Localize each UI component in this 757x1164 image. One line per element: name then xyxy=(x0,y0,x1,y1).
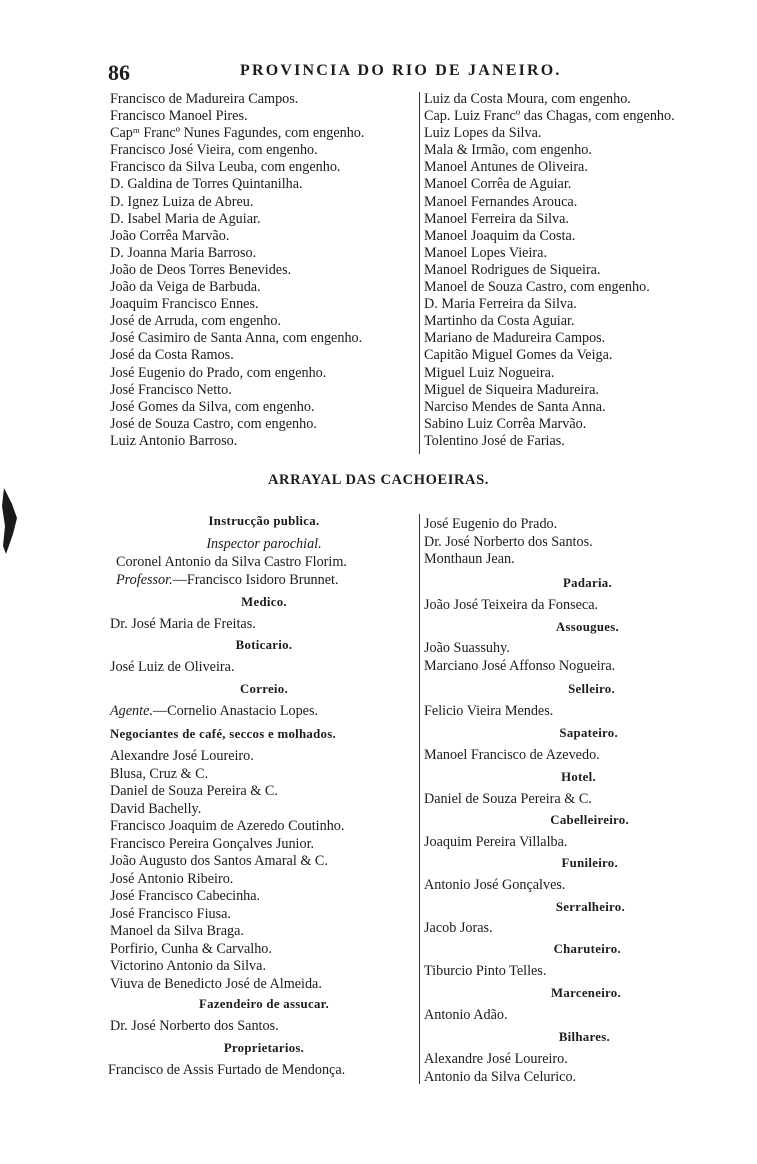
column-divider-bottom xyxy=(419,514,420,1084)
heading-serralheiro: Serralheiro. xyxy=(555,900,625,914)
heading-sapateiro: Sapateiro. xyxy=(559,726,618,740)
heading-proprietarios: Proprietarios. xyxy=(223,1041,305,1055)
negociante-item: Francisco Joaquim de Azeredo Coutinho. xyxy=(110,818,345,834)
list-item: Manoel Ferreira da Silva. xyxy=(424,210,569,227)
heading-instrucao: Instrucção publica. xyxy=(208,514,320,528)
list-item: D. Maria Ferreira da Silva. xyxy=(424,296,577,313)
heading-funileiro: Funileiro. xyxy=(561,856,618,870)
list-item: Luiz da Costa Moura, com engenho. xyxy=(424,91,631,107)
proprietarios-name: Francisco de Assis Furtado de Mendonça. xyxy=(108,1062,346,1078)
bilhar-item: Alexandre José Loureiro. xyxy=(424,1051,568,1067)
professor-label: Professor. xyxy=(116,572,173,588)
boticario-name: José Luiz de Oliveira. xyxy=(110,659,235,675)
list-item: Francisco da Silva Leuba, com engenho. xyxy=(110,159,341,176)
list-item: Sabino Luiz Corrêa Marvão. xyxy=(424,415,587,432)
list-item: Mariano de Madureira Campos. xyxy=(424,330,606,347)
professor-line xyxy=(116,572,339,589)
marceneiro-name: Antonio Adão. xyxy=(424,1007,508,1023)
list-item: Capᵐ Francº Nunes Fagundes, com engenho. xyxy=(110,125,365,142)
column-divider-top xyxy=(419,92,420,454)
list-item: Martinho da Costa Aguiar. xyxy=(424,313,575,330)
agente-label: Agente. xyxy=(110,703,153,719)
list-item: Mala & Irmão, com engenho. xyxy=(424,142,592,159)
negociante-item: Daniel de Souza Pereira & C. xyxy=(110,783,278,799)
negociante-item: José Francisco Fiusa. xyxy=(110,905,231,922)
list-item: João Corrêa Marvão. xyxy=(110,227,230,244)
list-item: Narciso Mendes de Santa Anna. xyxy=(424,398,606,415)
negociante-item: João Augusto dos Santos Amaral & C. xyxy=(110,853,328,869)
top-right-column xyxy=(424,91,734,450)
negociante-item: José Francisco Cabecinha. xyxy=(110,888,261,904)
funileiro-name: Antonio José Gonçalves. xyxy=(424,877,566,893)
hotel-name: Daniel de Souza Pereira & C. xyxy=(424,791,592,807)
heading-medico: Medico. xyxy=(241,595,287,609)
heading-bilhares: Bilhares. xyxy=(558,1030,610,1044)
list-item: José Casimiro de Santa Anna, com engenho. xyxy=(110,330,363,347)
negociante-item: José Antonio Ribeiro. xyxy=(110,870,234,887)
negociante-item: Manoel da Silva Braga. xyxy=(110,923,244,939)
list-item: D. Galdina de Torres Quintanilha. xyxy=(110,176,303,193)
list-item: João da Veiga de Barbuda. xyxy=(110,279,261,296)
assougue-item: João Suassuhy. xyxy=(424,640,510,656)
inspector-label: Inspector parochial. xyxy=(206,536,322,552)
professor-name: —Francisco Isidoro Brunnet. xyxy=(172,572,339,588)
fazendeiro-name: Dr. José Norberto dos Santos. xyxy=(110,1018,279,1034)
serralheiro-name: Jacob Joras. xyxy=(424,920,493,936)
negociante-item: Victorino Antonio da Silva. xyxy=(110,958,266,974)
heading-negociantes: Negociantes de café, seccos e molhados. xyxy=(110,727,337,741)
heading-boticario: Boticario. xyxy=(235,638,293,652)
negociante-item: Viuva de Benedicto José de Almeida. xyxy=(110,975,322,992)
list-item: José de Souza Castro, com engenho. xyxy=(110,415,317,432)
agente-name: —Cornelio Anastacio Lopes. xyxy=(152,703,319,719)
section-title: ARRAYAL DAS CACHOEIRAS. xyxy=(267,472,489,488)
page-header xyxy=(108,60,730,85)
cabelleireiro-name: Joaquim Pereira Villalba. xyxy=(424,834,568,850)
list-item: Manoel Antunes de Oliveira. xyxy=(424,159,588,176)
ink-blot-mark xyxy=(0,486,22,556)
list-item: Francisco de Madureira Campos. xyxy=(110,91,299,107)
heading-correio: Correio. xyxy=(239,682,288,696)
list-item: Cap. Luiz Francº das Chagas, com engenho. xyxy=(424,108,675,125)
list-item: Manoel Joaquim da Costa. xyxy=(424,227,576,244)
list-item: Francisco Manoel Pires. xyxy=(110,108,248,125)
list-item: João de Deos Torres Benevides. xyxy=(110,261,292,278)
list-item: Manoel Lopes Vieira. xyxy=(424,244,547,261)
list-item: D. Ignez Luiza de Abreu. xyxy=(110,193,254,210)
proprietario-item: Monthaun Jean. xyxy=(424,551,515,567)
list-item: Francisco José Vieira, com engenho. xyxy=(110,142,318,159)
negociante-item: Francisco Pereira Gonçalves Junior. xyxy=(110,835,315,852)
sapateiro-name: Manoel Francisco de Azevedo. xyxy=(424,747,600,763)
charuteiro-name: Tiburcio Pinto Telles. xyxy=(424,963,547,979)
list-item: Capitão Miguel Gomes da Veiga. xyxy=(424,347,613,364)
list-item: Manoel de Souza Castro, com engenho. xyxy=(424,279,650,296)
bilhar-item: Antonio da Silva Celurico. xyxy=(424,1068,577,1085)
assougue-item: Marciano José Affonso Nogueira. xyxy=(424,658,616,674)
heading-padaria: Padaria. xyxy=(563,576,612,590)
negociante-item: Blusa, Cruz & C. xyxy=(110,765,209,782)
heading-marceneiro: Marceneiro. xyxy=(551,986,621,1000)
list-item: José Eugenio do Prado, com engenho. xyxy=(110,364,327,381)
page-number: 86 xyxy=(108,60,130,85)
heading-hotel: Hotel. xyxy=(561,770,596,784)
list-item: José Gomes da Silva, com engenho. xyxy=(110,398,315,415)
agente-line xyxy=(110,703,318,720)
top-left-column xyxy=(110,91,416,450)
heading-assougues: Assougues. xyxy=(555,620,619,634)
proprietario-item: José Eugenio do Prado. xyxy=(424,516,558,532)
medico-name: Dr. José Maria de Freitas. xyxy=(110,616,256,632)
list-item: Tolentino José de Farias. xyxy=(424,432,565,449)
list-item: Manoel Fernandes Arouca. xyxy=(424,193,578,210)
list-item: José da Costa Ramos. xyxy=(110,347,234,364)
list-item: Miguel Luiz Nogueira. xyxy=(424,364,555,381)
list-item: D. Joanna Maria Barroso. xyxy=(110,244,257,261)
selleiro-name: Felicio Vieira Mendes. xyxy=(424,703,554,719)
list-item: José Francisco Netto. xyxy=(110,381,232,398)
padaria-name: João José Teixeira da Fonseca. xyxy=(424,597,599,613)
heading-cabelleireiro: Cabelleireiro. xyxy=(550,813,629,827)
list-item: D. Isabel Maria de Aguiar. xyxy=(110,210,261,227)
proprietario-item: Dr. José Norberto dos Santos. xyxy=(424,533,593,550)
negociante-item: Alexandre José Loureiro. xyxy=(110,748,254,764)
list-item: Manoel Corrêa de Aguiar. xyxy=(424,176,572,193)
page-title: PROVINCIA DO RIO DE JANEIRO. xyxy=(240,62,562,79)
list-item: Luiz Lopes da Silva. xyxy=(424,125,542,142)
inspector-name: Coronel Antonio da Silva Castro Florim. xyxy=(116,554,347,570)
heading-charuteiro: Charuteiro. xyxy=(553,942,621,956)
list-item: Luiz Antonio Barroso. xyxy=(110,432,238,449)
list-item: Miguel de Siqueira Madureira. xyxy=(424,381,599,398)
list-item: José de Arruda, com engenho. xyxy=(110,313,281,330)
heading-selleiro: Selleiro. xyxy=(568,682,615,696)
negociante-item: Porfirio, Cunha & Carvalho. xyxy=(110,940,272,957)
list-item: Manoel Rodrigues de Siqueira. xyxy=(424,261,601,278)
list-item: Joaquim Francisco Ennes. xyxy=(110,296,259,313)
negociante-item: David Bachelly. xyxy=(110,800,202,817)
heading-fazendeiro: Fazendeiro de assucar. xyxy=(199,997,329,1011)
